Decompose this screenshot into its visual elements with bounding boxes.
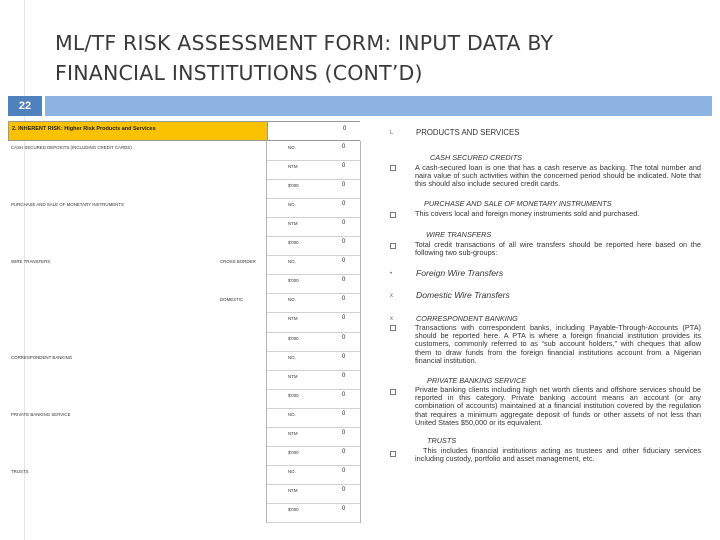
cash-checkbox[interactable] (390, 165, 402, 174)
row-value-cell[interactable]: 0 (342, 486, 346, 493)
purchase-checkbox[interactable] (390, 212, 402, 221)
table-row (8, 409, 360, 427)
table-row (8, 352, 360, 370)
row-metric-label: NO. (288, 411, 296, 417)
row-metric-label: $'000 (288, 335, 299, 341)
table-row (8, 142, 360, 160)
row-value-cell[interactable]: 0 (342, 429, 346, 436)
wire-heading: WIRE TRANSFERS (426, 230, 492, 239)
table-row (8, 161, 360, 179)
row-metric-label: NO. (288, 145, 296, 150)
table-row (8, 447, 360, 465)
row-metric-label: NTM (288, 487, 298, 493)
row-category-label: PURCHASE AND SALE OF MONETARY INSTRUMENTS (11, 202, 124, 208)
row-metric-label: NTM (288, 164, 298, 170)
row-value-cell[interactable]: 0 (342, 467, 346, 474)
row-metric-label: NO. (288, 259, 296, 265)
table-row (8, 199, 360, 217)
correspondent-marker: x (390, 316, 393, 322)
row-metric-label: NO. (288, 354, 296, 360)
table-row (8, 294, 360, 312)
row-metric-label: NO. (288, 468, 296, 474)
row-value-cell[interactable]: 0 (342, 505, 346, 512)
page-title (55, 28, 695, 88)
wire-body: Total credit transactions of all wire transfers should be reported here based on the following two sub-groups: (415, 240, 701, 258)
correspondent-checkbox[interactable] (390, 325, 402, 334)
title-line-1: ML/TF RISK ASSESSMENT FORM: INPUT DATA BY (55, 31, 554, 55)
table-row (8, 390, 360, 408)
column-divider (360, 141, 361, 523)
table-row (8, 180, 360, 198)
row-category-label: CORRESPONDENT BANKING (11, 354, 73, 360)
row-value-cell[interactable]: 0 (342, 182, 346, 189)
table-row (8, 313, 360, 331)
row-value-cell[interactable]: 0 (342, 315, 346, 322)
row-subcategory-label: CROSS BORDER (220, 259, 256, 265)
trusts-heading: TRUSTS (427, 436, 457, 445)
private-body: Private banking clients including high net worth clients and offshore services should be reported in this category. Private banking account means an account (or any combination of accounts) maintained at a financial institution covered by the regulation that requires a minimum aggregate deposit of funds or other assets of not less than United States $50,000 or its equivalent. (415, 385, 701, 427)
private-heading: PRIVATE BANKING SERVICE (427, 376, 527, 385)
purchase-body: This covers local and foreign money instruments sold and purchased. (415, 209, 640, 218)
table-header-row (8, 121, 360, 141)
column-divider (266, 141, 267, 523)
wire-checkbox[interactable] (390, 243, 402, 252)
row-value-cell[interactable]: 0 (342, 239, 346, 246)
row-value-cell[interactable]: 0 (342, 334, 346, 341)
row-value-cell[interactable]: 0 (342, 372, 346, 379)
row-value-cell[interactable]: 0 (342, 220, 346, 227)
row-value-cell[interactable]: 0 (342, 163, 346, 170)
row-value-cell[interactable]: 0 (342, 353, 346, 360)
products-marker: L (390, 130, 394, 136)
table-row (8, 237, 360, 255)
table-row (8, 275, 360, 293)
row-category-label: TRUSTS (11, 468, 29, 474)
table-row (8, 466, 360, 484)
row-metric-label: $'000 (288, 278, 299, 284)
header-input-cell[interactable] (267, 122, 361, 140)
row-metric-label: NO. (288, 297, 296, 303)
table-row (8, 371, 360, 389)
table-header-label: 2. INHERENT RISK: Higher Risk Products and Services (12, 126, 156, 132)
trusts-body: This includes financial institutions acting as trustees and other fiduciary services including custody, portfolio and asset management, etc. (415, 446, 701, 464)
cash-heading: CASH SECURED CREDITS (430, 153, 523, 162)
row-value-cell[interactable]: 0 (342, 201, 346, 208)
row-metric-label: NTM (288, 430, 298, 436)
row-category-label: CASH SECURED DEPOSITS (INCLUDING CREDIT CARDS) (11, 145, 132, 150)
foreign-wire-label: Foreign Wire Transfers (416, 268, 504, 278)
correspondent-heading: CORRESPONDENT BANKING (416, 314, 518, 323)
row-metric-label: NTM (288, 373, 298, 379)
band-gap (42, 96, 45, 116)
table-header-value: 0 (343, 126, 347, 132)
table-row (8, 256, 360, 274)
cash-body: A cash-secured loan is one that has a cash reserve as backing. The total number and naira value of such activities within the concerned period should be indicated. Note that this should also include secured credit cards. (415, 163, 701, 189)
table-row (8, 485, 360, 503)
table-row (8, 428, 360, 446)
table-row (8, 218, 360, 236)
trusts-checkbox[interactable] (390, 451, 402, 460)
row-category-label: PRIVATE BANKING SERVICE (11, 411, 71, 417)
row-metric-label: NTM (288, 316, 298, 322)
foreign-marker: • (390, 271, 393, 277)
products-heading: PRODUCTS AND SERVICES (416, 128, 520, 137)
row-value-cell[interactable]: 0 (342, 391, 346, 398)
title-line-2: FINANCIAL INSTITUTIONS (CONT’D) (55, 61, 423, 85)
row-metric-label: $'000 (288, 506, 299, 512)
row-metric-label: $'000 (288, 183, 299, 189)
domestic-marker: x (390, 293, 393, 299)
row-divider (266, 522, 360, 523)
row-value-cell[interactable]: 0 (342, 448, 346, 455)
slide-number: 22 (8, 96, 42, 116)
title-band (8, 96, 712, 116)
row-metric-label: $'000 (288, 240, 299, 246)
row-value-cell[interactable]: 0 (342, 277, 346, 284)
row-metric-label: $'000 (288, 392, 299, 398)
purchase-heading: PURCHASE AND SALE OF MONETARY INSTRUMENTS (424, 199, 612, 208)
row-value-cell[interactable]: 0 (342, 296, 346, 303)
table-row (8, 504, 360, 522)
row-metric-label: $'000 (288, 449, 299, 455)
table-row (8, 333, 360, 351)
domestic-wire-label: Domestic Wire Transfers (416, 290, 510, 300)
private-checkbox[interactable] (390, 389, 402, 398)
correspondent-body: Transactions with correspondent banks, including Payable-Through-Accounts (PTA) should be reported here. A PTA is where a foreign financial institution provides its customers, commonly referred to as “sub account holders,” with cheques that allow them to draw funds from the foreign financial institutions account from a Nigerian financial institution. (415, 323, 701, 365)
row-value-cell[interactable]: 0 (342, 258, 346, 265)
row-subcategory-label: DOMESTIC (220, 297, 244, 303)
row-value-cell[interactable]: 0 (342, 144, 346, 150)
row-metric-label: NTM (288, 221, 298, 227)
row-value-cell[interactable]: 0 (342, 410, 346, 417)
row-category-label: WIRE TRANSFERS (11, 259, 51, 265)
row-metric-label: NO. (288, 202, 296, 208)
